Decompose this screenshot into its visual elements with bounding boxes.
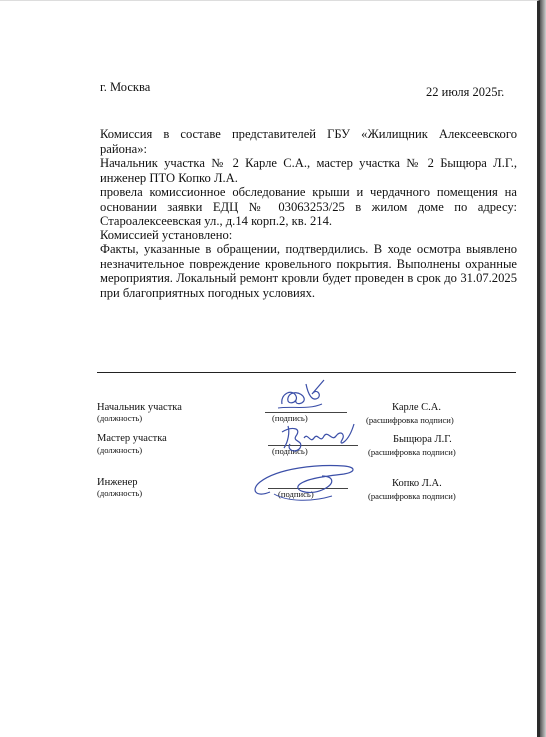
inspection-text: провела комиссионное обследование крыши и чердачного помещения на основании заявки ЕДЦ № 03063253/25 в жилом доме по адресу: Старoалексеевская ул., д.14 корп.2, кв. 214. — [100, 185, 517, 229]
position-label: Начальник участка — [97, 402, 182, 413]
findings-label: Комиссией установлено: — [100, 228, 233, 242]
handwritten-signature — [278, 418, 358, 458]
name-caption: (расшифровка подписи) — [366, 415, 454, 425]
findings-text: Факты, указанные в обращении, подтвердились. В ходе осмотра выявлено незначительное повреждение кровельного покрытия. Выполнены охранные мероприятия. Локальный ремонт кровли будет проведен в срок до 31.07.2025 при благоприятных погодных условиях. — [100, 242, 517, 300]
name-caption: (расшифровка подписи) — [368, 491, 456, 501]
signer-name: Копко Л.А. — [392, 478, 442, 489]
signer-name: Карле С.А. — [392, 402, 441, 413]
signature-caption: (подпись) — [272, 446, 308, 456]
page-edge-shadow — [540, 0, 546, 737]
city: г. Москва — [100, 80, 151, 94]
name-caption: (расшифровка подписи) — [368, 447, 456, 457]
position-caption: (должность) — [97, 488, 143, 498]
document-date: 22 июля 2025г. — [426, 85, 505, 99]
signature-caption: (подпись) — [272, 413, 308, 423]
handwritten-signature — [248, 456, 368, 508]
separator-line — [97, 372, 516, 373]
position-caption: (должность) — [97, 445, 143, 455]
signature-caption: (подпись) — [278, 489, 314, 499]
commission-intro: Комиссия в составе представителей ГБУ «Жилищник Алексеевского района»: — [100, 127, 517, 156]
commission-members: Начальник участка № 2 Карле С.А., мастер участка № 2 Быщюра Л.Г., инженер ПТО Копко Л.А. — [100, 156, 517, 185]
signer-name: Быщюра Л.Г. — [393, 434, 452, 445]
position-label: Мастер участка — [97, 433, 167, 444]
position-label: Инженер — [97, 477, 138, 488]
position-caption: (должность) — [97, 413, 143, 423]
handwritten-signature — [272, 376, 332, 421]
